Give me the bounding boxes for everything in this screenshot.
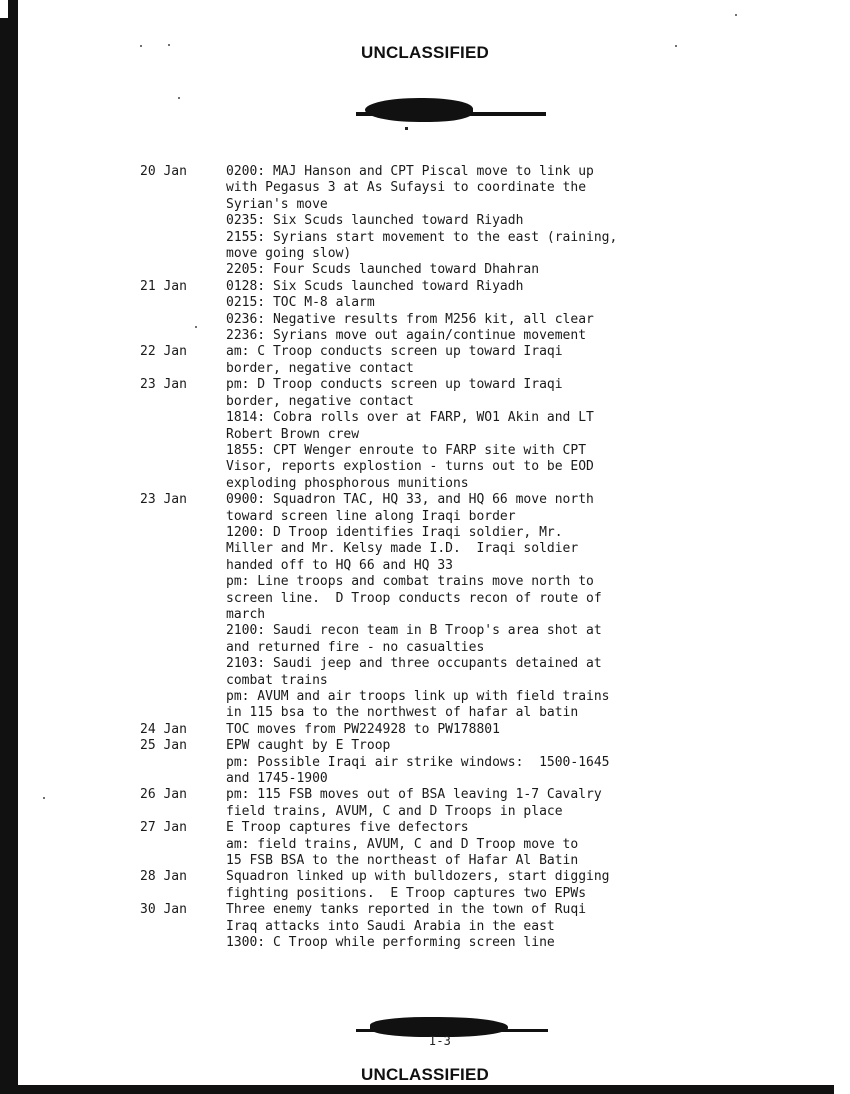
log-date (140, 427, 226, 443)
log-entry (140, 886, 780, 902)
scan-speck (195, 326, 197, 328)
log-date (140, 853, 226, 869)
log-date (140, 837, 226, 853)
log-text: 2155: Syrians start movement to the east (raining, (226, 229, 618, 245)
log-date (140, 410, 226, 426)
log-date: 28 Jan (140, 869, 187, 885)
log-text: 0236: Negative results from M256 kit, all clear (226, 311, 594, 327)
log-text: 1200: D Troop identifies Iraqi soldier, Mr. (226, 524, 563, 540)
log-entry (140, 722, 780, 738)
log-text: 1300: C Troop while performing screen line (226, 935, 555, 951)
log-text: am: C Troop conducts screen up toward Iraqi (226, 344, 563, 360)
log-date (140, 443, 226, 459)
log-entry (140, 869, 780, 885)
log-entry (140, 410, 780, 426)
log-date (140, 262, 226, 278)
log-text: exploding phosphorous munitions (226, 475, 469, 491)
log-text: 2100: Saudi recon team in B Troop's area shot at (226, 623, 602, 639)
log-entry (140, 361, 780, 377)
log-date: 23 Jan (140, 377, 187, 393)
log-entry (140, 213, 780, 229)
log-text: pm: 115 FSB moves out of BSA leaving 1-7 Cavalry (226, 787, 602, 803)
log-entry (140, 541, 780, 557)
log-entry (140, 787, 780, 803)
log-text: move going slow) (226, 246, 352, 262)
log-date (140, 295, 226, 311)
log-text: pm: D Troop conducts screen up toward Iraqi (226, 377, 563, 393)
log-text: 0215: TOC M-8 alarm (226, 295, 375, 311)
log-text: Three enemy tanks reported in the town of Ruqi (226, 902, 587, 918)
log-text: 2103: Saudi jeep and three occupants detained at (226, 656, 602, 672)
log-date (140, 804, 226, 820)
log-date: 24 Jan (140, 721, 187, 737)
log-text: in 115 bsa to the northwest of hafar al batin (226, 705, 579, 721)
redaction-mark-top (365, 98, 473, 122)
log-entry (140, 377, 780, 393)
log-entry (140, 344, 780, 360)
log-date (140, 640, 226, 656)
log-text: 0128: Six Scuds launched toward Riyadh (226, 278, 524, 294)
log-text: and 1745-1900 (226, 771, 328, 787)
log-text: border, negative contact (226, 393, 414, 409)
log-text: Iraq attacks into Saudi Arabia in the east (226, 918, 555, 934)
log-date (140, 935, 226, 951)
log-date: 27 Jan (140, 820, 187, 836)
log-text: Robert Brown crew (226, 426, 360, 442)
log-date: 21 Jan (140, 278, 187, 294)
log-entry (140, 525, 780, 541)
log-entry (140, 771, 780, 787)
log-text: EPW caught by E Troop (226, 738, 391, 754)
log-entry (140, 476, 780, 492)
chronology-log (140, 164, 780, 952)
log-date (140, 771, 226, 787)
log-entry (140, 656, 780, 672)
log-date (140, 459, 226, 475)
scan-edge-left (0, 0, 18, 1094)
log-entry (140, 279, 780, 295)
log-entry (140, 230, 780, 246)
log-entry (140, 427, 780, 443)
log-entry (140, 705, 780, 721)
log-text: toward screen line along Iraqi border (226, 508, 516, 524)
log-text: TOC moves from PW224928 to PW178801 (226, 721, 500, 737)
log-text: handed off to HQ 66 and HQ 33 (226, 557, 453, 573)
scan-speck (675, 45, 677, 47)
log-date (140, 525, 226, 541)
log-text: 0900: Squadron TAC, HQ 33, and HQ 66 move north (226, 492, 594, 508)
log-date (140, 361, 226, 377)
log-text: pm: Possible Iraqi air strike windows: 1500-1645 (226, 754, 610, 770)
log-entry (140, 328, 780, 344)
log-text: 1855: CPT Wenger enroute to FARP site with CPT (226, 442, 587, 458)
log-text: border, negative contact (226, 360, 414, 376)
log-date (140, 197, 226, 213)
log-date: 26 Jan (140, 787, 187, 803)
log-date (140, 656, 226, 672)
log-date (140, 230, 226, 246)
log-text: Syrian's move (226, 196, 328, 212)
log-entry (140, 902, 780, 918)
log-text: screen line. D Troop conducts recon of route of (226, 590, 602, 606)
log-entry (140, 459, 780, 475)
log-text: 2205: Four Scuds launched toward Dhahran (226, 262, 540, 278)
log-entry (140, 558, 780, 574)
log-entry (140, 246, 780, 262)
log-text: pm: Line troops and combat trains move north to (226, 574, 594, 590)
classification-footer: UNCLASSIFIED (360, 1065, 490, 1084)
log-text: Visor, reports explostion - turns out to be EOD (226, 459, 594, 475)
log-entry (140, 443, 780, 459)
log-date (140, 607, 226, 623)
redaction-line-top (356, 112, 546, 116)
log-date (140, 886, 226, 902)
log-entry (140, 164, 780, 180)
scan-edge-bottom (0, 1085, 834, 1094)
log-date (140, 476, 226, 492)
log-date (140, 919, 226, 935)
log-date (140, 180, 226, 196)
log-date (140, 328, 226, 344)
log-text: E Troop captures five defectors (226, 820, 469, 836)
log-text: 0200: MAJ Hanson and CPT Piscal move to link up (226, 164, 594, 179)
log-entry (140, 919, 780, 935)
log-date: 20 Jan (140, 164, 187, 179)
log-entry (140, 935, 780, 951)
log-entry (140, 394, 780, 410)
log-text: 2236: Syrians move out again/continue movement (226, 328, 587, 344)
log-entry (140, 574, 780, 590)
log-date: 23 Jan (140, 492, 187, 508)
scan-speck (405, 127, 408, 130)
log-entry (140, 738, 780, 754)
scan-speck (43, 797, 45, 799)
log-date (140, 541, 226, 557)
log-date (140, 246, 226, 262)
scan-speck (168, 44, 170, 46)
log-entry (140, 509, 780, 525)
log-date: 22 Jan (140, 344, 187, 360)
log-entry (140, 197, 780, 213)
log-text: am: field trains, AVUM, C and D Troop move to (226, 836, 579, 852)
log-date: 30 Jan (140, 902, 187, 918)
page-number: I-3 (429, 1034, 451, 1048)
log-text: combat trains (226, 672, 328, 688)
scan-speck (140, 45, 142, 47)
log-entry (140, 262, 780, 278)
log-text: and returned fire - no casualties (226, 639, 485, 655)
log-date (140, 394, 226, 410)
log-entry (140, 673, 780, 689)
classification-header: UNCLASSIFIED (360, 43, 490, 62)
log-entry (140, 295, 780, 311)
log-text: pm: AVUM and air troops link up with field trains (226, 689, 610, 704)
log-entry (140, 180, 780, 196)
log-date: 25 Jan (140, 738, 187, 754)
log-text: field trains, AVUM, C and D Troops in place (226, 803, 563, 819)
log-date (140, 558, 226, 574)
log-entry (140, 689, 780, 705)
log-date (140, 312, 226, 328)
log-entry (140, 591, 780, 607)
log-date (140, 574, 226, 590)
log-entry (140, 820, 780, 836)
log-entry (140, 804, 780, 820)
scan-speck (735, 14, 737, 16)
log-date (140, 591, 226, 607)
log-entry (140, 623, 780, 639)
log-date (140, 689, 226, 705)
log-text: Squadron linked up with bulldozers, start digging (226, 869, 610, 885)
log-date (140, 673, 226, 689)
scan-edge-notch (0, 0, 8, 18)
log-entry (140, 837, 780, 853)
log-entry (140, 607, 780, 623)
log-entry (140, 853, 780, 869)
log-text: 0235: Six Scuds launched toward Riyadh (226, 213, 524, 229)
log-entry (140, 640, 780, 656)
log-date (140, 623, 226, 639)
log-date (140, 213, 226, 229)
log-text: 15 FSB BSA to the northeast of Hafar Al Batin (226, 853, 579, 869)
redaction-line-bottom (356, 1029, 548, 1032)
log-date (140, 705, 226, 721)
log-entry (140, 755, 780, 771)
log-text: march (226, 606, 266, 622)
log-date (140, 755, 226, 771)
log-text: with Pegasus 3 at As Sufaysi to coordinate the (226, 180, 587, 196)
log-text: fighting positions. E Troop captures two EPWs (226, 885, 587, 901)
log-text: 1814: Cobra rolls over at FARP, WO1 Akin and LT (226, 410, 594, 426)
log-entry (140, 312, 780, 328)
log-entry (140, 492, 780, 508)
scan-speck (178, 97, 180, 99)
log-date (140, 509, 226, 525)
log-text: Miller and Mr. Kelsy made I.D. Iraqi soldier (226, 541, 579, 557)
